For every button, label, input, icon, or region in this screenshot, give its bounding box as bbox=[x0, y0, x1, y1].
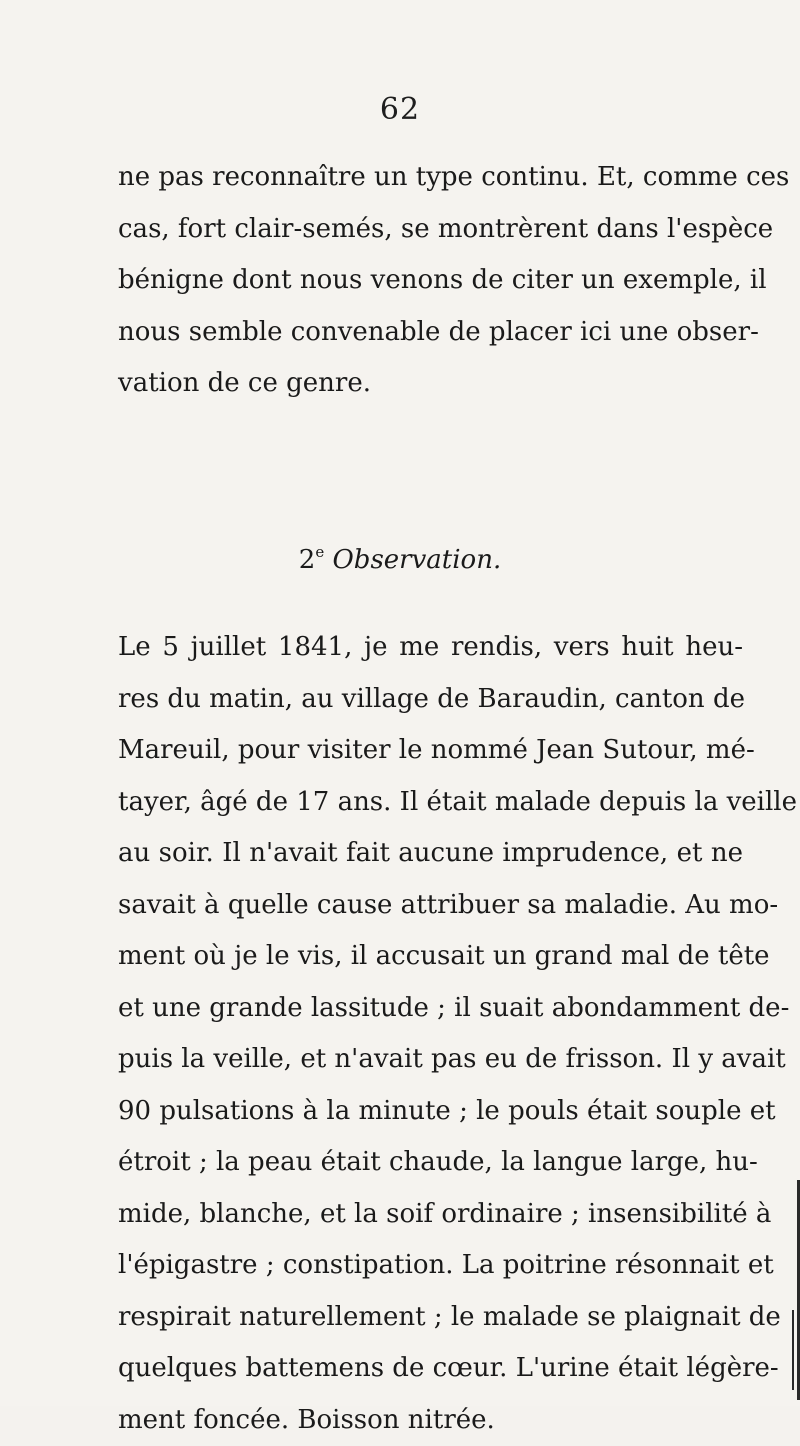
heading-number: 2 bbox=[299, 545, 316, 575]
page-number: 62 bbox=[0, 92, 800, 127]
paragraph-observation bbox=[118, 622, 743, 1446]
text-line: puis la veille, et n'avait pas eu de frisson. Il y avait bbox=[118, 1034, 743, 1086]
text-line: quelques battemens de cœur. L'urine était légère- bbox=[118, 1343, 743, 1395]
page-edge-mark bbox=[792, 1310, 794, 1390]
text-line: l'épigastre ; constipation. La poitrine résonnait et bbox=[118, 1240, 743, 1292]
text-line: vation de ce genre. bbox=[118, 358, 743, 410]
heading-superscript: e bbox=[315, 543, 324, 561]
text-line: Mareuil, pour visiter le nommé Jean Sutour, mé- bbox=[118, 725, 743, 777]
heading-title: Observation. bbox=[332, 545, 501, 575]
text-line: respirait naturellement ; le malade se plaignait de bbox=[118, 1292, 743, 1344]
text-line: res du matin, au village de Baraudin, canton de bbox=[118, 674, 743, 726]
text-line: tayer, âgé de 17 ans. Il était malade depuis la veille bbox=[118, 777, 743, 829]
text-line: et une grande lassitude ; il suait abondamment de- bbox=[118, 983, 743, 1035]
text-line: au soir. Il n'avait fait aucune imprudence, et ne bbox=[118, 828, 743, 880]
paragraph-intro bbox=[118, 152, 743, 410]
text-line: cas, fort clair-semés, se montrèrent dans l'espèce bbox=[118, 204, 743, 256]
text-line: ment foncée. Boisson nitrée. bbox=[118, 1395, 743, 1446]
section-heading bbox=[0, 543, 800, 575]
text-line: ne pas reconnaître un type continu. Et, comme ces bbox=[118, 152, 743, 204]
text-line: bénigne dont nous venons de citer un exemple, il bbox=[118, 255, 743, 307]
text-line: 90 pulsations à la minute ; le pouls était souple et bbox=[118, 1086, 743, 1138]
text-line: savait à quelle cause attribuer sa maladie. Au mo- bbox=[118, 880, 743, 932]
text-line: Le 5 juillet 1841, je me rendis, vers huit heu- bbox=[118, 622, 743, 674]
text-line: mide, blanche, et la soif ordinaire ; insensibilité à bbox=[118, 1189, 743, 1241]
text-line: ment où je le vis, il accusait un grand mal de tête bbox=[118, 931, 743, 983]
text-line: nous semble convenable de placer ici une obser- bbox=[118, 307, 743, 359]
text-line: étroit ; la peau était chaude, la langue large, hu- bbox=[118, 1137, 743, 1189]
